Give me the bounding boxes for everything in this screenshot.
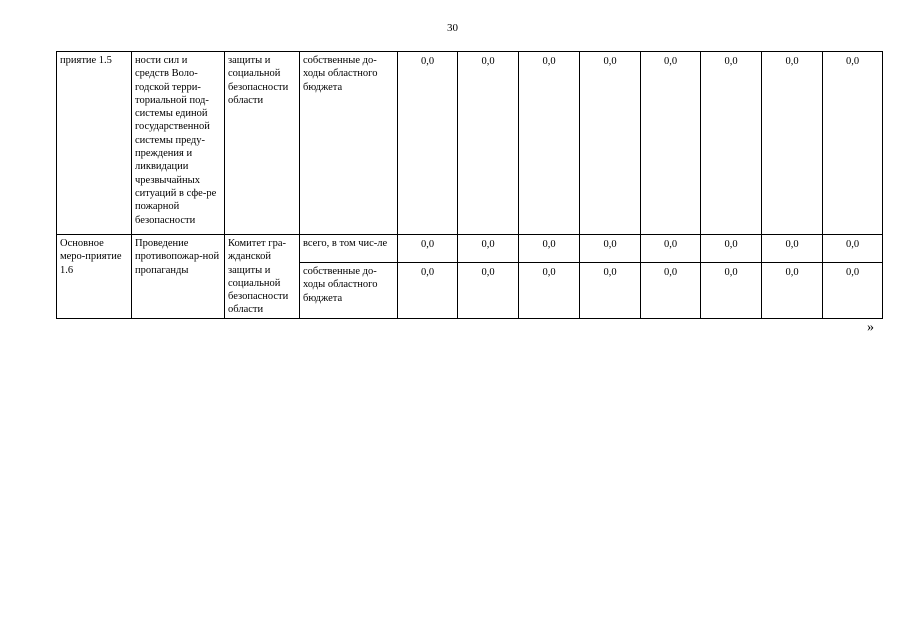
executor-cell: защиты и социальной безопасности области — [225, 52, 300, 235]
value-cell: 0,0 — [580, 52, 641, 235]
funding-source-cell: собственные до-ходы областного бюджета — [300, 263, 398, 319]
value-cell: 0,0 — [762, 52, 823, 235]
value-cell: 0,0 — [398, 263, 458, 319]
value-cell: 0,0 — [641, 263, 701, 319]
value-cell: 0,0 — [641, 235, 701, 263]
funding-source-cell: всего, в том чис-ле — [300, 235, 398, 263]
value-cell: 0,0 — [823, 263, 883, 319]
table-row — [57, 52, 883, 235]
table-row — [57, 235, 883, 263]
funding-source-cell: собственные до-ходы областного бюджета — [300, 52, 398, 235]
value-cell: 0,0 — [458, 52, 519, 235]
value-cell: 0,0 — [823, 235, 883, 263]
event-name-cell: Проведение противопожар-ной пропаганды — [132, 235, 225, 319]
budget-table — [56, 51, 883, 319]
value-cell: 0,0 — [519, 263, 580, 319]
value-cell: 0,0 — [519, 235, 580, 263]
value-cell: 0,0 — [580, 263, 641, 319]
value-cell: 0,0 — [398, 52, 458, 235]
value-cell: 0,0 — [458, 263, 519, 319]
value-cell: 0,0 — [458, 235, 519, 263]
event-name-cell: ности сил и средств Воло-годской терри-ториальной под-системы единой государственной системы преду-преждения и ликвидации чрезвычайных ситуаций в сфе-ре пожарной безопасности — [132, 52, 225, 235]
closing-quote-mark: » — [867, 320, 874, 335]
value-cell: 0,0 — [762, 235, 823, 263]
value-cell: 0,0 — [580, 235, 641, 263]
executor-cell: Комитет гра-жданской защиты и социальной безопасности области — [225, 235, 300, 319]
value-cell: 0,0 — [641, 52, 701, 235]
value-cell: 0,0 — [762, 263, 823, 319]
value-cell: 0,0 — [519, 52, 580, 235]
event-cell: Основное меро-приятие 1.6 — [57, 235, 132, 319]
page-number: 30 — [447, 22, 458, 34]
value-cell: 0,0 — [701, 52, 762, 235]
value-cell: 0,0 — [701, 263, 762, 319]
value-cell: 0,0 — [398, 235, 458, 263]
value-cell: 0,0 — [823, 52, 883, 235]
value-cell: 0,0 — [701, 235, 762, 263]
event-cell: приятие 1.5 — [57, 52, 132, 235]
